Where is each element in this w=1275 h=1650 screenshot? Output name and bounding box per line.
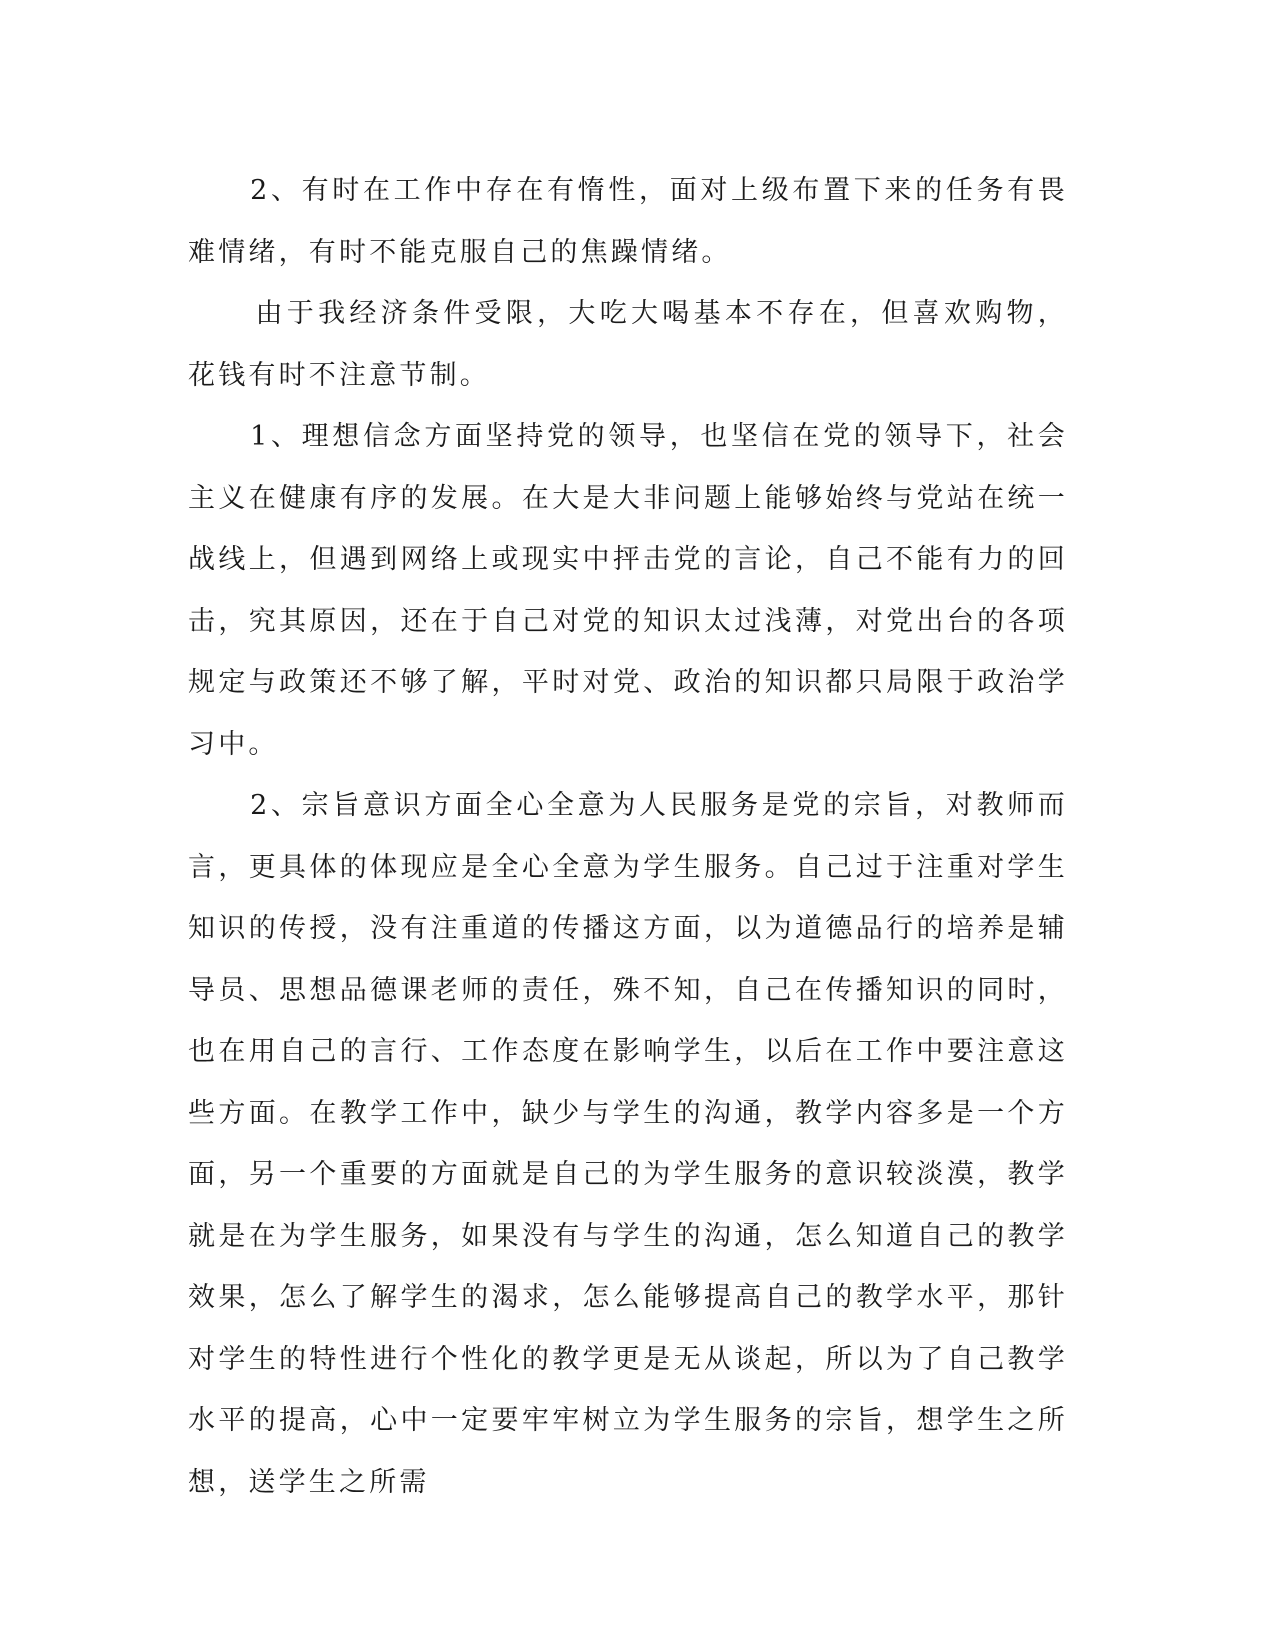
paragraph-spending: 由于我经济条件受限，大吃大喝基本不存在，但喜欢购物，花钱有时不注意节制。 <box>188 298 1068 391</box>
paragraph-work-inertia: 2、有时在工作中存在有惰性，面对上级布置下来的任务有畏难情绪，有时不能克服自己的焦躁情绪。 <box>188 175 1068 268</box>
paragraph-ideals-beliefs: 1、理想信念方面坚持党的领导，也坚信在党的领导下，社会主义在健康有序的发展。在大是大非问题上能够始终与党站在统一战线上，但遇到网络上或现实中抨击党的言论，自己不能有力的回击，究其原因，还在于自己对党的知识太过浅薄，对党出台的各项规定与政策还不够了解，平时对党、政治的知识都只局限于政治学习中。 <box>188 421 1068 760</box>
document-body <box>188 160 1068 1513</box>
paragraph-purpose-awareness: 2、宗旨意识方面全心全意为人民服务是党的宗旨，对教师而言，更具体的体现应是全心全意为学生服务。自己过于注重对学生知识的传授，没有注重道的传播这方面，以为道德品行的培养是辅导员、思想品德课老师的责任，殊不知，自己在传播知识的同时，也在用自己的言行、工作态度在影响学生，以后在工作中要注意这些方面。在教学工作中，缺少与学生的沟通，教学内容多是一个方面，另一个重要的方面就是自己的为学生服务的意识较淡漠，教学就是在为学生服务，如果没有与学生的沟通，怎么知道自己的教学效果，怎么了解学生的渴求，怎么能够提高自己的教学水平，那针对学生的特性进行个性化的教学更是无从谈起，所以为了自己教学水平的提高，心中一定要牢牢树立为学生服务的宗旨，想学生之所想，送学生之所需 <box>188 790 1068 1498</box>
